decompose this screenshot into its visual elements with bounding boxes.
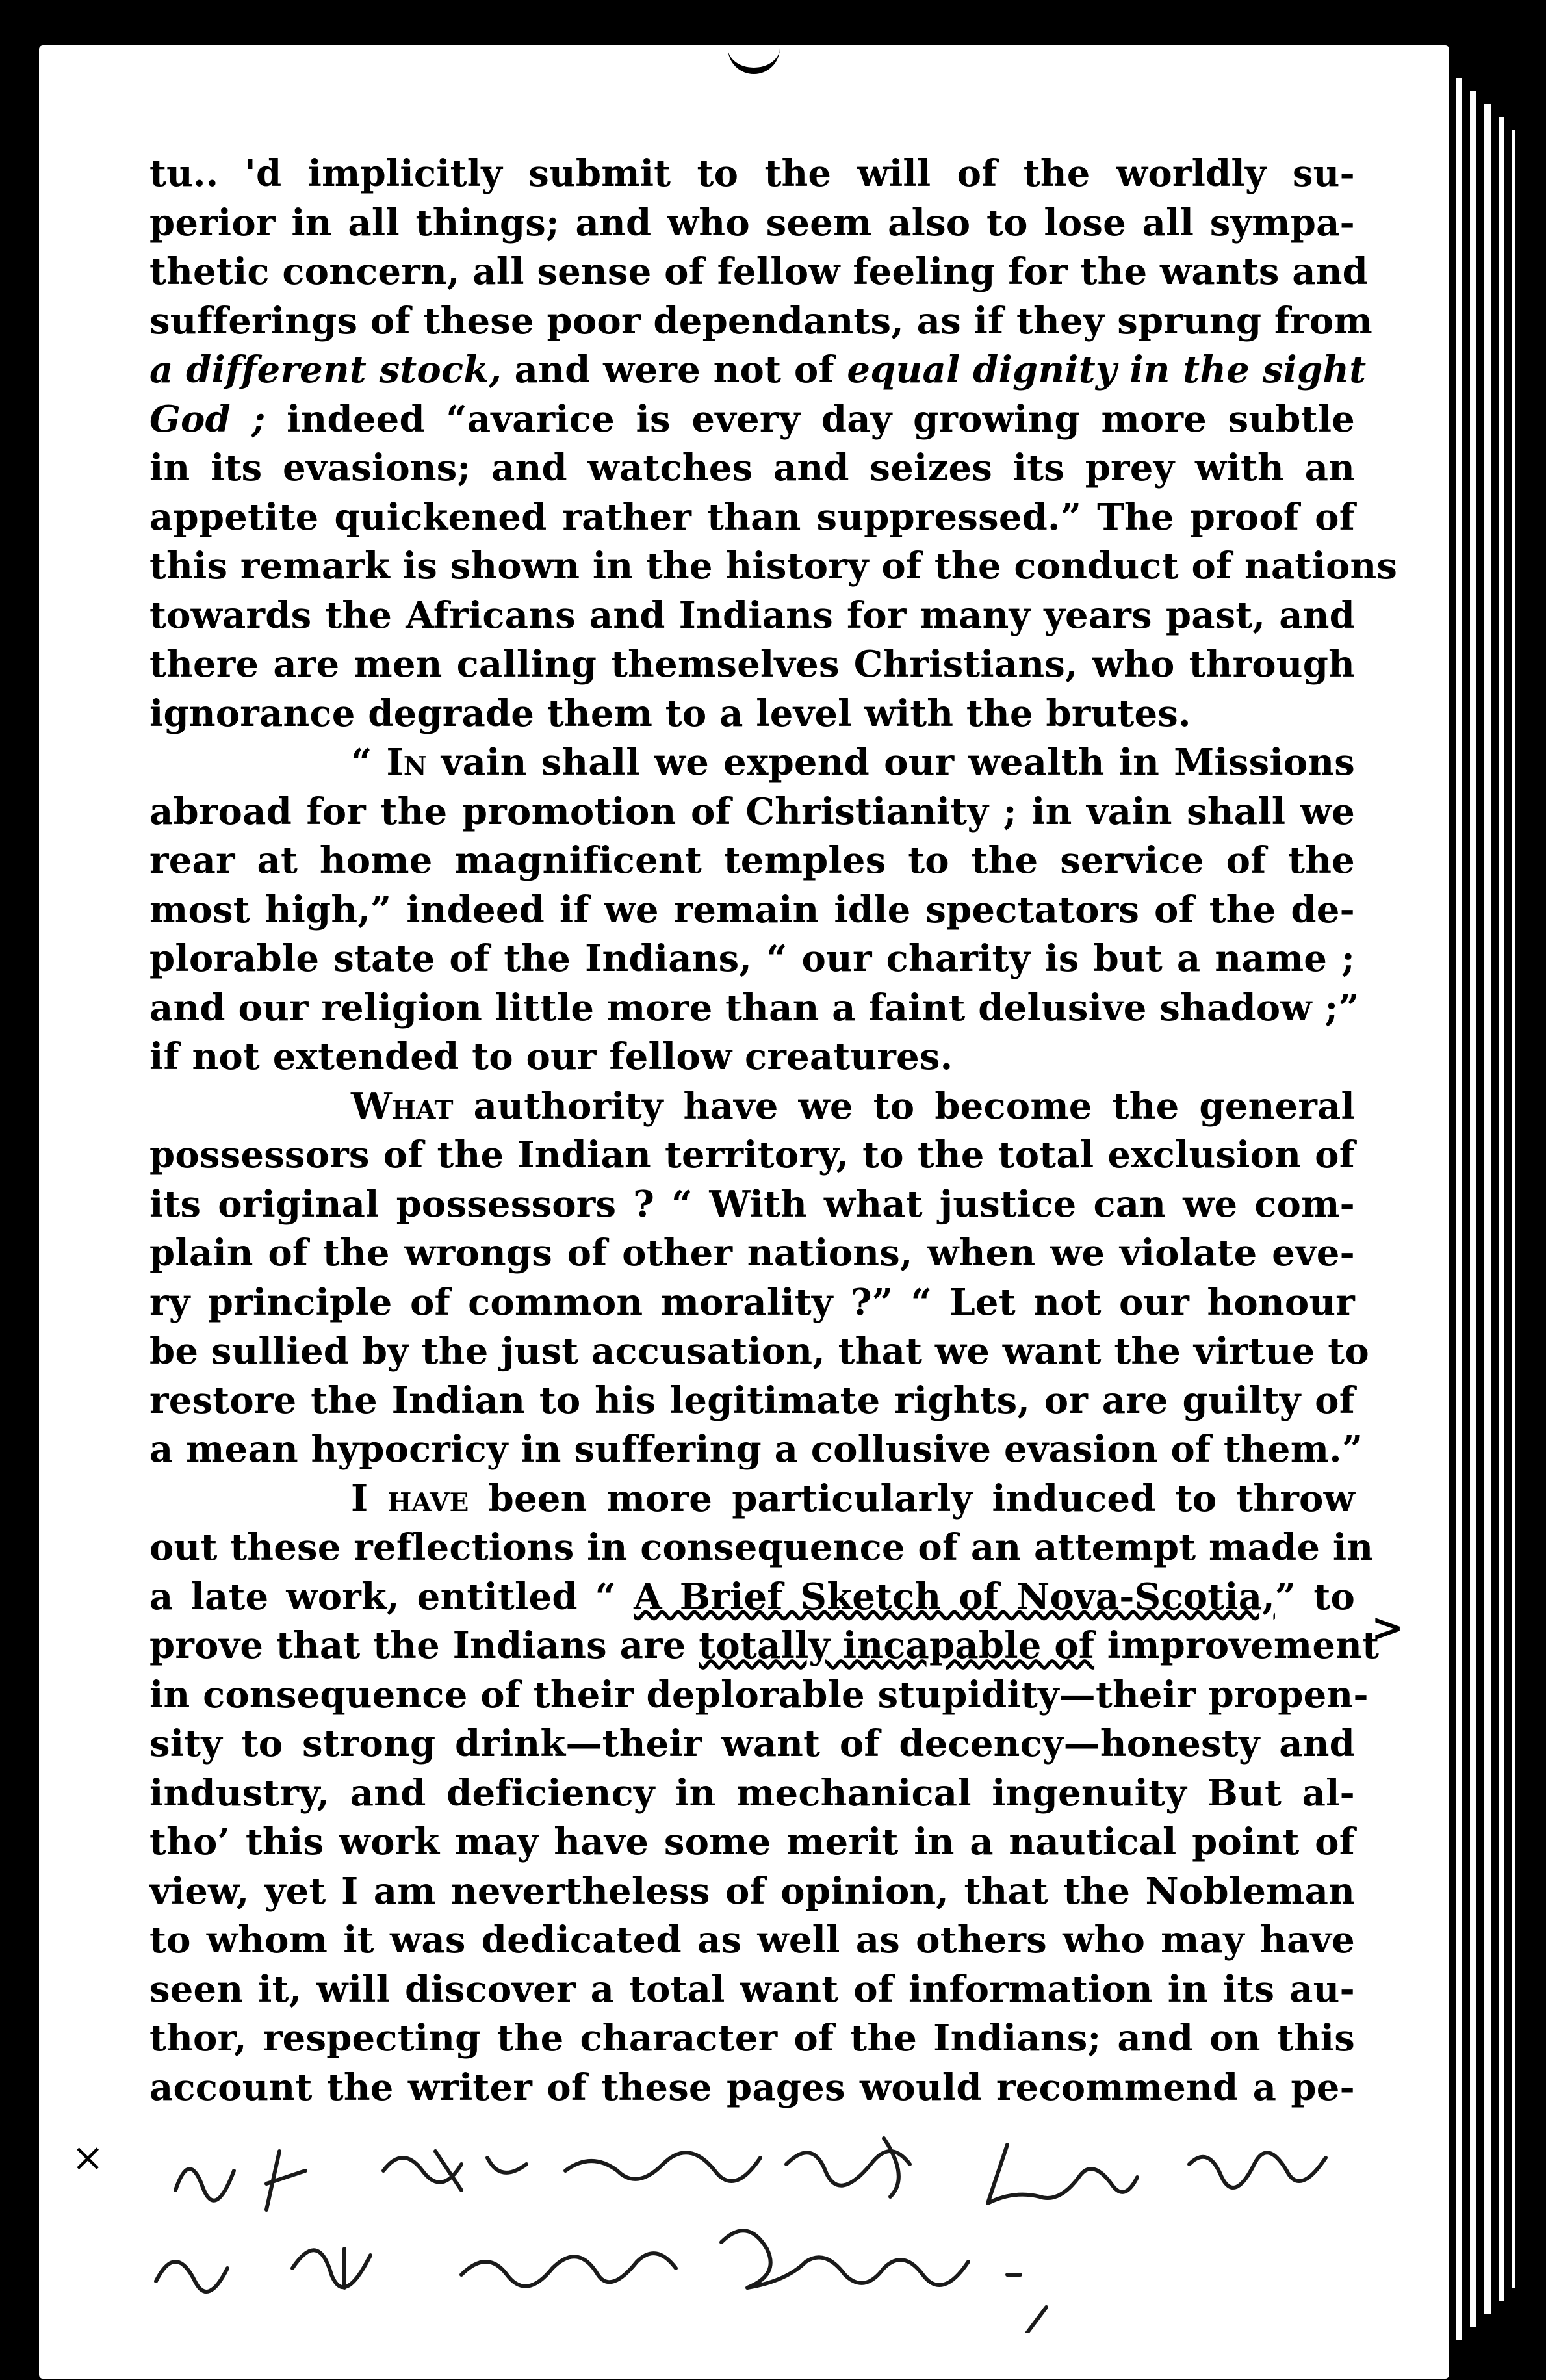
text-line: [149, 444, 1355, 493]
text-fragment: this remark is shown in the history of the conduct of nations: [149, 545, 1398, 588]
text-fragment: plorable state of the Indians, “ our charity is but a name ;: [149, 937, 1355, 980]
small-caps-word: I have: [351, 1477, 469, 1520]
text-line: [149, 1425, 1363, 1475]
text-fragment: towards the Africans and Indians for many years past, and: [149, 593, 1355, 637]
page-edge: [1512, 130, 1515, 2288]
text-fragment: indeed “avarice is every day growing more subtle: [265, 397, 1356, 441]
text-line: [149, 836, 1355, 886]
text-fragment: its original possessors ? “ With what justice can we com-: [149, 1182, 1355, 1226]
small-caps-word: What: [351, 1084, 454, 1128]
text-fragment: tu.. 'd implicitly submit to the will of the worldly su-: [149, 152, 1355, 195]
text-fragment: industry, and deficiency in mechanical ingenuity But al-: [149, 1771, 1355, 1815]
text-fragment: improvement: [1094, 1624, 1380, 1667]
text-fragment: thor, respecting the character of the Indians; and on this: [149, 2017, 1355, 2060]
text-line: [149, 1278, 1355, 1328]
text-fragment: ignorance degrade them to a level with the brutes.: [149, 692, 1191, 735]
text-line: [149, 248, 1369, 297]
text-line: [149, 591, 1355, 641]
text-fragment: in its evasions; and watches and seizes its prey with an: [149, 446, 1355, 489]
text-fragment: be sullied by the just accusation, that we want the virtue to: [149, 1330, 1369, 1373]
text-line: [149, 1180, 1355, 1230]
text-line: [149, 935, 1355, 984]
text-line: [149, 788, 1355, 837]
text-fragment: “: [351, 741, 387, 784]
text-fragment: rear at home magnificent temples to the service of the: [149, 839, 1355, 882]
text-fragment: and were not of: [501, 348, 847, 391]
text-line: [149, 886, 1355, 935]
page-edge: [1470, 91, 1476, 2327]
text-fragment: possessors of the Indian territory, to the total exclusion of: [149, 1133, 1355, 1176]
underlined-fragment: A Brief Sketch of Nova-Scotia,: [634, 1575, 1275, 1618]
text-line: [149, 297, 1372, 346]
text-fragment: a mean hypocricy in suffering a collusive evasion of them.”: [149, 1428, 1363, 1471]
text-line: [149, 1671, 1369, 1720]
text-line: [149, 984, 1359, 1033]
text-fragment: most high,” indeed if we remain idle spectators of the de-: [149, 888, 1355, 931]
text-line: [149, 640, 1355, 690]
text-fragment: appetite quickened rather than suppressed.” The proof of: [149, 495, 1355, 539]
text-fragment: abroad for the promotion of Christianity ; in vain shall we: [149, 790, 1355, 833]
text-line: [149, 395, 1355, 445]
text-line: [149, 1229, 1355, 1278]
italic-fragment: God ;: [149, 397, 266, 441]
text-fragment: view, yet I am nevertheless of opinion, that the Nobleman: [149, 1869, 1355, 1913]
page-edge: [1499, 117, 1504, 2301]
text-fragment: sity to strong drink—their want of decency—honesty and: [149, 1722, 1355, 1765]
text-line: [149, 1082, 1355, 1132]
small-caps-word: In: [386, 741, 427, 784]
text-line: [149, 1818, 1355, 1867]
italic-fragment: equal dignity in the sight: [847, 348, 1367, 391]
text-line: [149, 542, 1398, 591]
text-line: [149, 1523, 1374, 1573]
text-fragment: thetic concern, all sense of fellow feeling for the wants and: [149, 250, 1369, 293]
text-line: [149, 199, 1355, 248]
text-fragment: prove that the Indians are: [149, 1624, 699, 1667]
italic-fragment: a different stock,: [149, 348, 502, 391]
text-fragment: to whom it was dedicated as well as others who may have: [149, 1919, 1355, 1961]
text-line: [149, 1131, 1355, 1180]
text-line: [149, 1377, 1355, 1426]
text-line: [149, 346, 1367, 395]
text-fragment: seen it, will discover a total want of information in its au-: [149, 1967, 1355, 2011]
text-fragment: authority have we to become the general: [453, 1084, 1355, 1128]
page-body-text: [149, 149, 1398, 2112]
margin-arrow-mark: >: [1371, 1605, 1404, 1651]
text-fragment: been more particularly induced to throw: [469, 1477, 1355, 1520]
text-fragment: out these reflections in consequence of an attempt made in: [149, 1526, 1374, 1569]
text-fragment: plain of the wrongs of other nations, when we violate eve-: [149, 1232, 1355, 1274]
text-line: [149, 738, 1355, 788]
text-line: [149, 2014, 1355, 2063]
text-line: [149, 1327, 1369, 1377]
text-fragment: account the writer of these pages would recommend a pe-: [149, 2065, 1355, 2109]
text-line: [149, 1475, 1355, 1524]
text-line: [149, 2063, 1355, 2113]
text-line: [149, 1573, 1355, 1622]
text-fragment: in consequence of their deplorable stupidity—their propen-: [149, 1673, 1369, 1716]
text-line: [149, 1916, 1355, 1965]
margin-cross-mark: ×: [71, 2135, 105, 2180]
page-edge: [1456, 78, 1462, 2340]
text-line: [149, 1720, 1355, 1769]
text-line: [149, 1867, 1355, 1917]
text-line: [149, 1033, 1355, 1082]
text-fragment: ry principle of common morality ?” “ Let not our honour: [149, 1280, 1355, 1324]
text-fragment: sufferings of these poor dependants, as if they sprung from: [149, 299, 1372, 343]
underlined-fragment: totally incapable of: [699, 1624, 1095, 1667]
text-fragment: and our religion little more than a faint delusive shadow ;”: [149, 986, 1359, 1029]
text-line: [149, 1622, 1380, 1671]
text-line: [149, 1769, 1355, 1818]
text-line: [149, 690, 1355, 739]
text-fragment: there are men calling themselves Christians, who through: [149, 643, 1355, 686]
text-fragment: restore the Indian to his legitimate rights, or are guilty of: [149, 1378, 1355, 1422]
text-line: [149, 493, 1355, 543]
text-fragment: a late work, entitled “: [149, 1575, 634, 1618]
text-fragment: perior in all things; and who seem also to lose all sympa-: [149, 201, 1355, 244]
page-edge: [1484, 104, 1491, 2314]
text-fragment: if not extended to our fellow creatures.: [149, 1035, 953, 1078]
text-fragment: tho’ this work may have some merit in a nautical point of: [149, 1820, 1355, 1863]
handwritten-annotation: [71, 2112, 1410, 2333]
text-line: [149, 149, 1355, 199]
text-line: [149, 1965, 1355, 2015]
text-fragment: vain shall we expend our wealth in Missions: [426, 741, 1355, 784]
text-fragment: ” to: [1274, 1575, 1355, 1618]
